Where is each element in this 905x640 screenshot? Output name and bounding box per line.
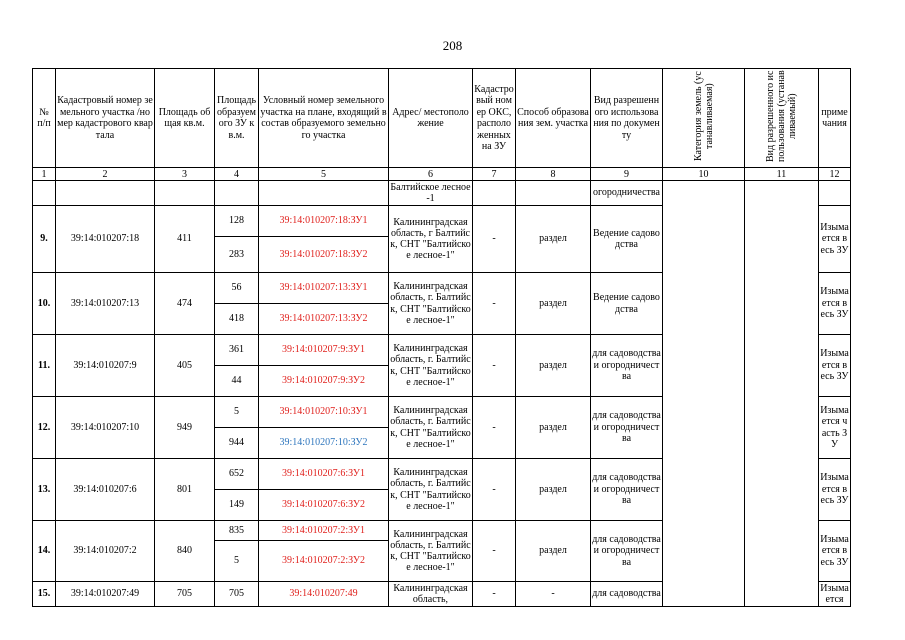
cell-empty [516, 181, 591, 206]
cell-area: 411 [155, 206, 215, 273]
cell-note: Изымается весь ЗУ [819, 206, 851, 273]
cell-part-code: 39:14:010207:13:ЗУ1 [259, 273, 389, 304]
col-number: 11 [745, 168, 819, 181]
cell-cadastral: 39:14:010207:2 [56, 521, 155, 582]
cell-part-area: 361 [215, 335, 259, 366]
cell-method: раздел [516, 273, 591, 335]
cell-part-area: 944 [215, 428, 259, 459]
cell-empty [259, 181, 389, 206]
cell-note: Изымается весь ЗУ [819, 335, 851, 397]
col-header-category [663, 69, 745, 168]
land-plot-table [32, 68, 851, 607]
cell-address: Калининградская область, г. Балтийск, СНТ "Балтийское лесное-1" [389, 521, 473, 582]
cell-part-area: 149 [215, 490, 259, 521]
vri-set-header-text: Вид разрешенного использования (устанавливаемый) [765, 70, 798, 163]
cell-cadastral: 39:14:010207:49 [56, 582, 155, 607]
col-header-conditional-number: Условный номер земельного участка на плане, входящий в состав образуемого земельного участка [259, 69, 389, 168]
cell-category [663, 181, 745, 607]
cell-vri: для садоводства и огородничества [591, 397, 663, 459]
cell-address: Калининградская область, г. Балтийск, СНТ "Балтийское лесное-1" [389, 459, 473, 521]
col-number: 7 [473, 168, 516, 181]
category-header-text: Категория земель (устанавливаемая) [692, 71, 715, 162]
cell-address: Калининградская область, г. Балтийск, СНТ "Балтийское лесное-1" [389, 335, 473, 397]
cell-num: 9. [33, 206, 56, 273]
cell-part-code: 39:14:010207:6:ЗУ1 [259, 459, 389, 490]
page-number: 208 [442, 38, 463, 53]
cell-part-code: 39:14:010207:10:ЗУ2 [259, 428, 389, 459]
col-number: 9 [591, 168, 663, 181]
cell-vri: для садоводства и огородничества [591, 459, 663, 521]
cell-address: Балтийское лесное-1 [390, 181, 471, 204]
cell-address: Калининградская область, [389, 582, 473, 607]
cell-num: 13. [33, 459, 56, 521]
cell-empty [819, 181, 851, 206]
cell-vri: для садоводства [591, 582, 663, 607]
cell-part-area: 5 [215, 397, 259, 428]
cell-cadastral: 39:14:010207:6 [56, 459, 155, 521]
column-number-row [33, 168, 851, 181]
cell-oks: - [473, 582, 516, 607]
cell-note: Изымается весь ЗУ [819, 521, 851, 582]
cell-method: раздел [516, 397, 591, 459]
col-number: 10 [663, 168, 745, 181]
cell-num: 14. [33, 521, 56, 582]
cell-method: раздел [516, 335, 591, 397]
cell-part-area: 128 [215, 206, 259, 237]
col-header-area-total: Площадь общая кв.м. [155, 69, 215, 168]
cell-oks: - [473, 206, 516, 273]
col-number: 2 [56, 168, 155, 181]
cell-area: 705 [155, 582, 215, 607]
col-header-cadastral: Кадастровый номер земельного участка /номер кадастрового квартала [56, 69, 155, 168]
cell-part-code: 39:14:010207:6:ЗУ2 [259, 490, 389, 521]
cell-address: Калининградская область, г Балтийск, СНТ "Балтийское лесное-1" [389, 206, 473, 273]
cell-num: 11. [33, 335, 56, 397]
cell-part-code: 39:14:010207:18:ЗУ2 [259, 237, 389, 273]
cell-note: Изымается весь ЗУ [819, 459, 851, 521]
cell-oks: - [473, 459, 516, 521]
cell-part-area: 418 [215, 304, 259, 335]
col-header-method: Способ образования зем. участка [516, 69, 591, 168]
col-number: 3 [155, 168, 215, 181]
cell-part-code: 39:14:010207:9:ЗУ2 [259, 366, 389, 397]
cell-vri: для садоводства и огородничества [591, 521, 663, 582]
continuation-row [33, 181, 851, 206]
col-header-vri-set [745, 69, 819, 168]
cell-part-code: 39:14:010207:10:ЗУ1 [259, 397, 389, 428]
cell-num: 12. [33, 397, 56, 459]
cell-empty [215, 181, 259, 206]
cell-num: 10. [33, 273, 56, 335]
cell-method: - [516, 582, 591, 607]
col-number: 5 [259, 168, 389, 181]
cell-vri: Ведение садоводства [591, 206, 663, 273]
cell-part-area: 652 [215, 459, 259, 490]
cell-area: 949 [155, 397, 215, 459]
col-number: 12 [819, 168, 851, 181]
cell-empty [155, 181, 215, 206]
cell-num: 15. [33, 582, 56, 607]
cell-note: Изымается [820, 582, 849, 605]
header-row [33, 69, 851, 168]
cell-empty [56, 181, 155, 206]
cell-empty [33, 181, 56, 206]
cell-part-area: 5 [215, 541, 259, 582]
cell-part-code: 39:14:010207:2:ЗУ2 [259, 541, 389, 582]
cell-note: Изымается весь ЗУ [819, 273, 851, 335]
cell-method: раздел [516, 459, 591, 521]
cell-part-area: 835 [215, 521, 259, 541]
cell-note: Изымается часть ЗУ [819, 397, 851, 459]
cell-method: раздел [516, 206, 591, 273]
col-number: 1 [33, 168, 56, 181]
col-header-notes: примечания [819, 69, 851, 168]
cell-part-area: 44 [215, 366, 259, 397]
col-header-area-formed: Площадь образуемого ЗУ кв.м. [215, 69, 259, 168]
cell-part-code: 39:14:010207:9:ЗУ1 [259, 335, 389, 366]
cell-oks: - [473, 397, 516, 459]
cell-part-code: 39:14:010207:2:ЗУ1 [259, 521, 389, 541]
cell-oks: - [473, 521, 516, 582]
cell-cadastral: 39:14:010207:18 [56, 206, 155, 273]
cell-vri-set [745, 181, 819, 607]
cell-part-area: 705 [215, 582, 259, 607]
col-number: 4 [215, 168, 259, 181]
cell-part-code: 39:14:010207:49 [259, 582, 389, 607]
cell-cadastral: 39:14:010207:10 [56, 397, 155, 459]
col-number: 6 [389, 168, 473, 181]
cell-cadastral: 39:14:010207:13 [56, 273, 155, 335]
cell-area: 405 [155, 335, 215, 397]
cell-area: 801 [155, 459, 215, 521]
cell-oks: - [473, 273, 516, 335]
cell-address: Калининградская область, г. Балтийск, СНТ "Балтийское лесное-1" [389, 397, 473, 459]
cell-area: 840 [155, 521, 215, 582]
col-header-vri: Вид разрешенного использования по документу [591, 69, 663, 168]
cell-oks: - [473, 335, 516, 397]
col-header-oks: Кадастровый номер ОКС, расположенных на ЗУ [473, 69, 516, 168]
col-header-num: № п/п [33, 69, 56, 168]
cell-address: Калининградская область, г. Балтийск, СНТ "Балтийское лесное-1" [389, 273, 473, 335]
cell-vri: огородничества [591, 181, 663, 206]
cell-vri: для садоводства и огородничества [591, 335, 663, 397]
cell-area: 474 [155, 273, 215, 335]
cell-vri: Ведение садоводства [591, 273, 663, 335]
cell-part-area: 56 [215, 273, 259, 304]
cell-part-area: 283 [215, 237, 259, 273]
cell-part-code: 39:14:010207:13:ЗУ2 [259, 304, 389, 335]
col-header-address: Адрес/ местоположение [389, 69, 473, 168]
cell-part-code: 39:14:010207:18:ЗУ1 [259, 206, 389, 237]
cell-method: раздел [516, 521, 591, 582]
cell-empty [473, 181, 516, 206]
col-number: 8 [516, 168, 591, 181]
cell-cadastral: 39:14:010207:9 [56, 335, 155, 397]
